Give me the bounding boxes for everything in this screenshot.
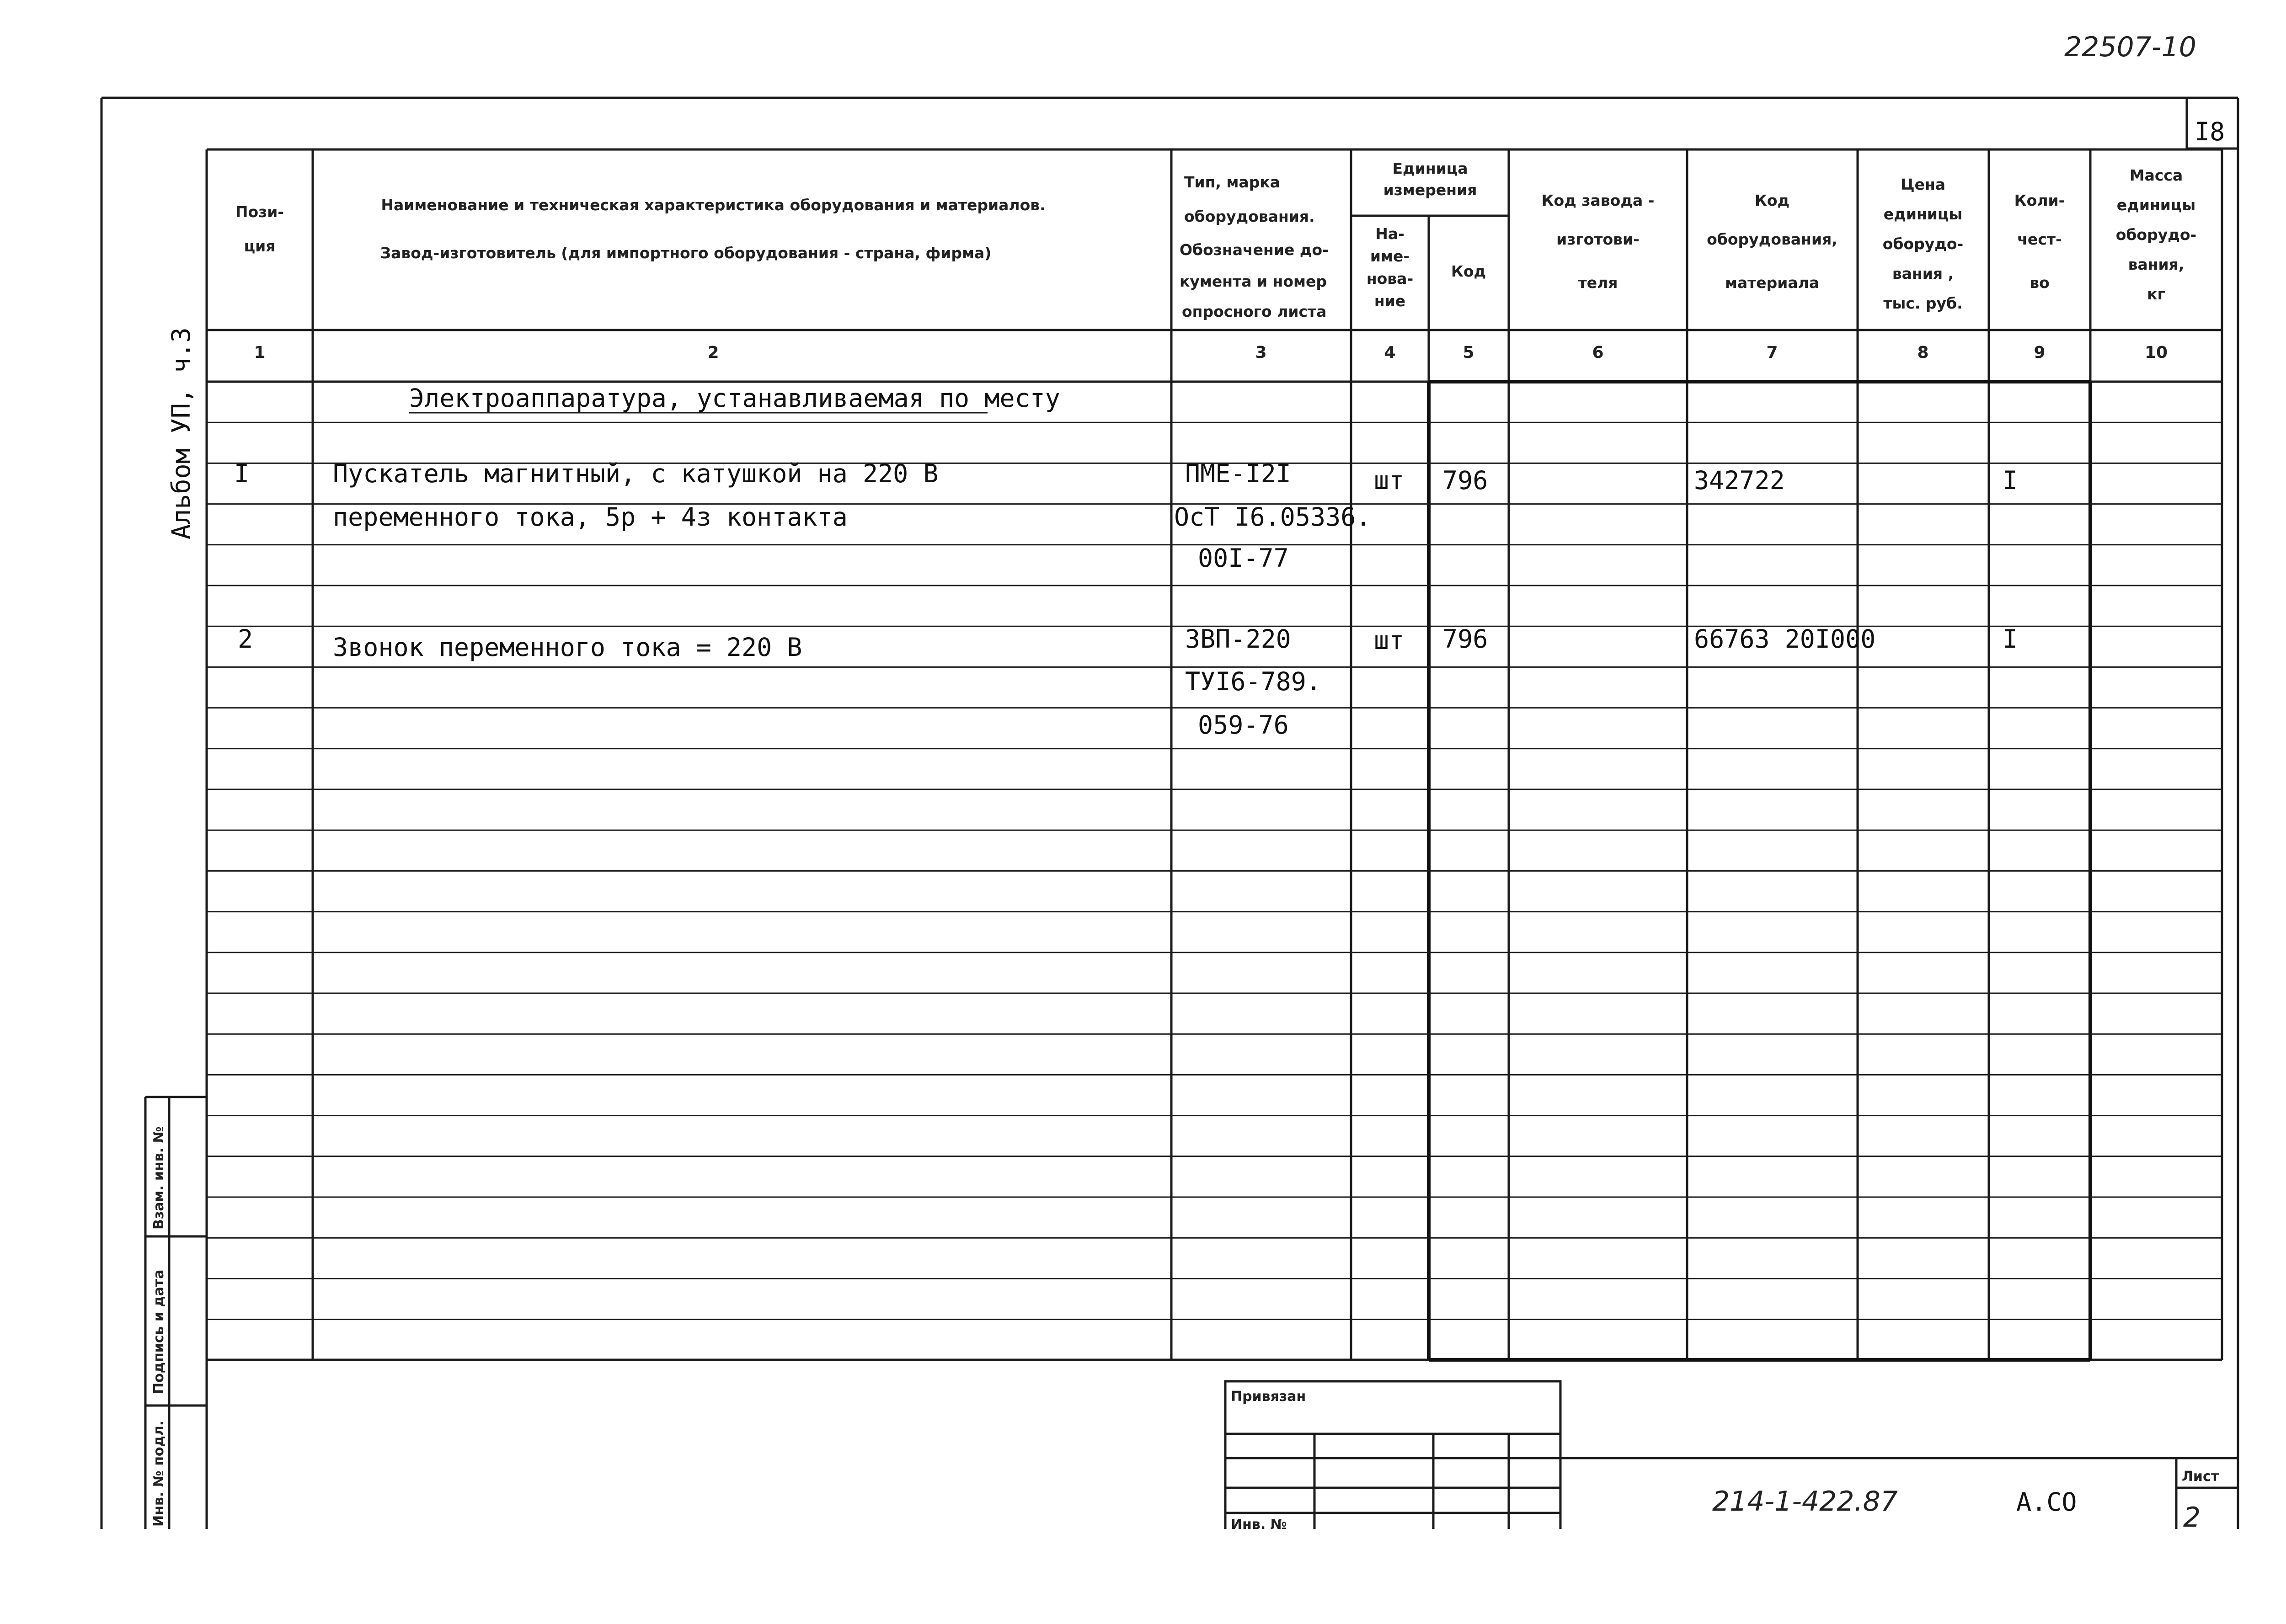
row1c-type: 00I-77 bbox=[1198, 543, 1289, 573]
header-type-line4: кумента и номер bbox=[1180, 272, 1327, 290]
table-header bbox=[235, 160, 2196, 320]
header-unitname-line3: нова- bbox=[1366, 270, 1414, 288]
header-equipcode-line2: оборудования, bbox=[1707, 230, 1837, 248]
bottom-stamp bbox=[1225, 1381, 2238, 1533]
col-num-4: 4 bbox=[1384, 343, 1396, 362]
row1-equip-code: 342722 bbox=[1694, 466, 1785, 495]
col-num-6: 6 bbox=[1592, 343, 1604, 362]
header-qty-line2: чест- bbox=[2017, 230, 2062, 248]
doc-number-handwritten: 22507-10 bbox=[2064, 31, 2196, 63]
header-mass-line2: единицы bbox=[2116, 196, 2196, 214]
header-unitname-line4: ние bbox=[1374, 292, 1406, 310]
side-label: Альбом УП, ч.3 bbox=[166, 327, 196, 539]
stamp-replace-inv: Взам. инв. № bbox=[151, 1126, 167, 1230]
table-body bbox=[234, 383, 2018, 740]
row2-equip-code: 66763 20I000 bbox=[1694, 624, 1876, 654]
col-num-5: 5 bbox=[1463, 343, 1474, 362]
header-pos-line1: Пози- bbox=[235, 203, 284, 221]
row1-name: Пускатель магнитный, с катушкой на 220 В bbox=[333, 459, 939, 488]
header-qty-line3: во bbox=[2030, 274, 2050, 292]
stamp-bound-label: Привязан bbox=[1231, 1389, 1306, 1405]
header-name-line1: Наименование и техническая характеристика оборудования и материалов. bbox=[381, 196, 1046, 214]
row1b-name: переменного тока, 5р + 4з контакта bbox=[333, 502, 848, 532]
header-price-line5: тыс. руб. bbox=[1883, 294, 1963, 312]
main-table-grid bbox=[207, 149, 2222, 1360]
header-equipcode-line3: материала bbox=[1725, 274, 1820, 292]
stamp-inv-orig: Инв. № подл. bbox=[151, 1420, 167, 1527]
row2-qty: I bbox=[2003, 624, 2018, 654]
row1-unit: шт bbox=[1374, 466, 1405, 495]
header-factory-line1: Код завода - bbox=[1541, 192, 1655, 209]
stamp-list-label: Лист bbox=[2182, 1469, 2219, 1485]
row1-qty: I bbox=[2003, 466, 2018, 495]
row2-name: Звонок переменного тока = 220 В bbox=[333, 633, 802, 662]
row2b-type: ТУI6-789. bbox=[1185, 667, 1322, 696]
header-qty-line1: Коли- bbox=[2014, 192, 2065, 209]
row1-position: I bbox=[234, 459, 250, 488]
stamp-sign-date: Подпись и дата bbox=[151, 1269, 167, 1394]
header-unit-line1: Единица bbox=[1392, 160, 1468, 177]
header-name-line2: Завод-изготовитель (для импортного оборудования - страна, фирма) bbox=[380, 244, 992, 262]
col-num-2: 2 bbox=[707, 343, 719, 362]
row2-unit-code: 796 bbox=[1442, 624, 1488, 654]
col-num-8: 8 bbox=[1917, 343, 1929, 362]
row1b-type: ОсТ I6.05336. bbox=[1174, 502, 1371, 532]
header-price-line4: вания , bbox=[1892, 265, 1954, 282]
section-title: Электроаппаратура, устанавливаемая по месту bbox=[409, 383, 1060, 413]
col-num-9: 9 bbox=[2034, 343, 2046, 362]
row2-position: 2 bbox=[238, 624, 253, 654]
header-mass-line4: вания, bbox=[2128, 256, 2185, 273]
stamp-list-value: 2 bbox=[2183, 1502, 2201, 1533]
row1-unit-code: 796 bbox=[1442, 466, 1488, 495]
header-mass-line1: Масса bbox=[2129, 166, 2183, 184]
col-num-7: 7 bbox=[1766, 343, 1778, 362]
stamp-sheet-code: А.СО bbox=[2016, 1487, 2077, 1517]
header-factory-line3: теля bbox=[1578, 274, 1618, 292]
left-stamp bbox=[145, 1097, 207, 1529]
sheet-number: I8 bbox=[2195, 117, 2225, 146]
header-unit-line2: измерения bbox=[1383, 181, 1477, 199]
header-equipcode-line1: Код bbox=[1754, 192, 1790, 209]
stamp-doc-code: 214-1-422.87 bbox=[1712, 1486, 1898, 1518]
header-unitcode: Код bbox=[1451, 262, 1486, 280]
header-factory-line2: изготови- bbox=[1556, 230, 1640, 248]
header-unitname-line1: На- bbox=[1375, 225, 1405, 243]
header-unitname-line2: име- bbox=[1370, 247, 1410, 265]
col-num-3: 3 bbox=[1255, 343, 1267, 362]
header-price-line3: оборудо- bbox=[1882, 235, 1964, 253]
col-num-10: 10 bbox=[2144, 343, 2168, 362]
outer-frame bbox=[101, 98, 2238, 1529]
header-type-line3: Обозначение до- bbox=[1180, 241, 1329, 259]
header-type-line5: опросного листа bbox=[1182, 303, 1327, 320]
header-mass-line5: кг bbox=[2147, 285, 2165, 303]
column-numbers bbox=[254, 343, 2168, 362]
header-price-line1: Цена bbox=[1900, 176, 1946, 193]
stamp-inv-label: Инв. № bbox=[1231, 1517, 1287, 1533]
header-type-line2: оборудования. bbox=[1184, 208, 1315, 225]
header-price-line2: единицы bbox=[1883, 205, 1963, 223]
row2-unit: шт bbox=[1374, 626, 1405, 655]
row2-type: ЗВП-220 bbox=[1185, 624, 1291, 654]
row2c-type: 059-76 bbox=[1198, 710, 1289, 740]
col-num-1: 1 bbox=[254, 343, 266, 362]
header-pos-line2: ция bbox=[244, 237, 276, 255]
row1-type: ПМЕ-I2I bbox=[1185, 459, 1291, 488]
header-mass-line3: оборудо- bbox=[2115, 226, 2197, 244]
header-type-line1: Тип, марка bbox=[1184, 173, 1280, 191]
